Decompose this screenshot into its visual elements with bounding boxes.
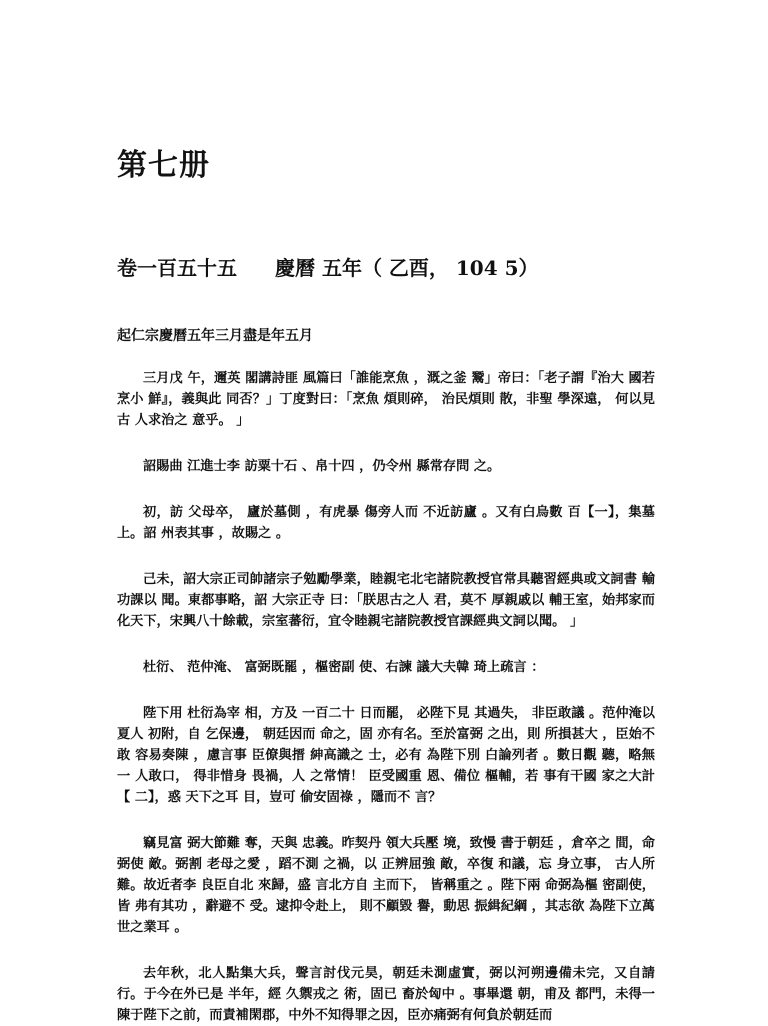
paragraph: 初，訪 父母卒， 廬於墓側 ，有虎暴 傷旁人而 不近訪廬 。又有白烏數 百【一】，集墓上。詔 州表其事 ，故賜之 。 [117, 505, 655, 541]
paragraph: 三月戊 午，邇英 閣講詩匪 風篇曰「誰能烹魚 ，溉之釜 鬵」帝曰：「老子謂『治大 國若烹小 鮮』，義與此 同否？」丁度對曰：「烹魚 煩則碎， 治民煩則 散，非聖 學深遠， 何以見古 人求治之 意乎。 」 [117, 371, 655, 428]
paragraph: 去年秋，北人點集大兵，聲言討伐元昊，朝廷未測虛實，弼以河朔邊備未完，又自請 行。于今在外已是 半年，經 久禦戎之 術，固已 畜於匈中 。事畢還 朝，甫及 都門，未得一陳于陛下之前，而責補閑郡，中外不知得罪之因，臣亦痛弼有何負於朝廷而 [117, 966, 655, 1023]
paragraph: 杜衍、 范仲淹、 富弼既罷 ，樞密副 使、右諫 議大夫韓 琦上疏言 ： [143, 660, 545, 675]
body-text [117, 368, 655, 1026]
paragraph: 己未，詔大宗正司帥諸宗子勉勵學業，睦親宅北宅諸院教授官常具聽習經典或文詞書 輸功課以 聞。東都事略，詔 大宗正寺 曰：「朕思古之人 君，莫不 厚親戚以 輔王室，始邦家而化天下，宋興八十餘載，宗室蕃衍，宜令睦親宅諸院教授官課經典文詞以聞。 」 [117, 572, 655, 629]
chapter-range-note: 起仁宗慶曆五年三月盡是年五月 [117, 328, 313, 344]
chapter-number: 卷一百五十五 [117, 256, 237, 280]
paragraph: 詔賜曲 江進士李 訪粟十石 、帛十四 ，仍令州 縣常存問 之。 [143, 459, 501, 474]
chapter-reign-date: 慶曆 五年（ 乙酉， 104 5） [275, 256, 539, 280]
paragraph: 陛下用 杜衍為宰 相，方及 一百二十 日而罷， 必陛下見 其過失， 非臣敢議 。范仲淹以夏人 初附，自 乞保邊， 朝廷因而 命之，固 亦有名。至於富弼 之出，則 所損甚大 ，臣始不敢 容易奏陳 ，慮言事 臣僚與搢 紳高識之 士，必有 為陛下別 白論列者 。數日觀 聽，略無一 人敢口， 得非惜身 畏禍，人 之常情！ 臣受國重 恩、備位 樞輔，若 事有干國 家之大計【 二】，惑 天下之耳 目，豈可 偷安固祿 ，隱而不 言？ [117, 706, 655, 805]
paragraph: 竊見富 弼大節難 奪，天與 忠義。昨契丹 領大兵壓 境，致慢 書于朝廷 ，倉卒之 間，命弼使 敵。弼割 老母之愛 ，蹈不測 之禍，以 正辨屈強 敵，卒復 和議，忘 身立事， 古人所難。故近者李 良臣自北 來歸，盛 言北方自 主而下， 皆稱重之 。陛下兩 命弼為樞 密副使，皆 弗有其功 ，辭避不 受。逮抑令赴上， 則不顧毀 譽，動思 振緝紀綱 ，其志欲 為陛下立萬 世之業耳 。 [117, 836, 655, 935]
volume-title: 第七册 [117, 148, 210, 183]
chapter-heading [117, 253, 539, 283]
